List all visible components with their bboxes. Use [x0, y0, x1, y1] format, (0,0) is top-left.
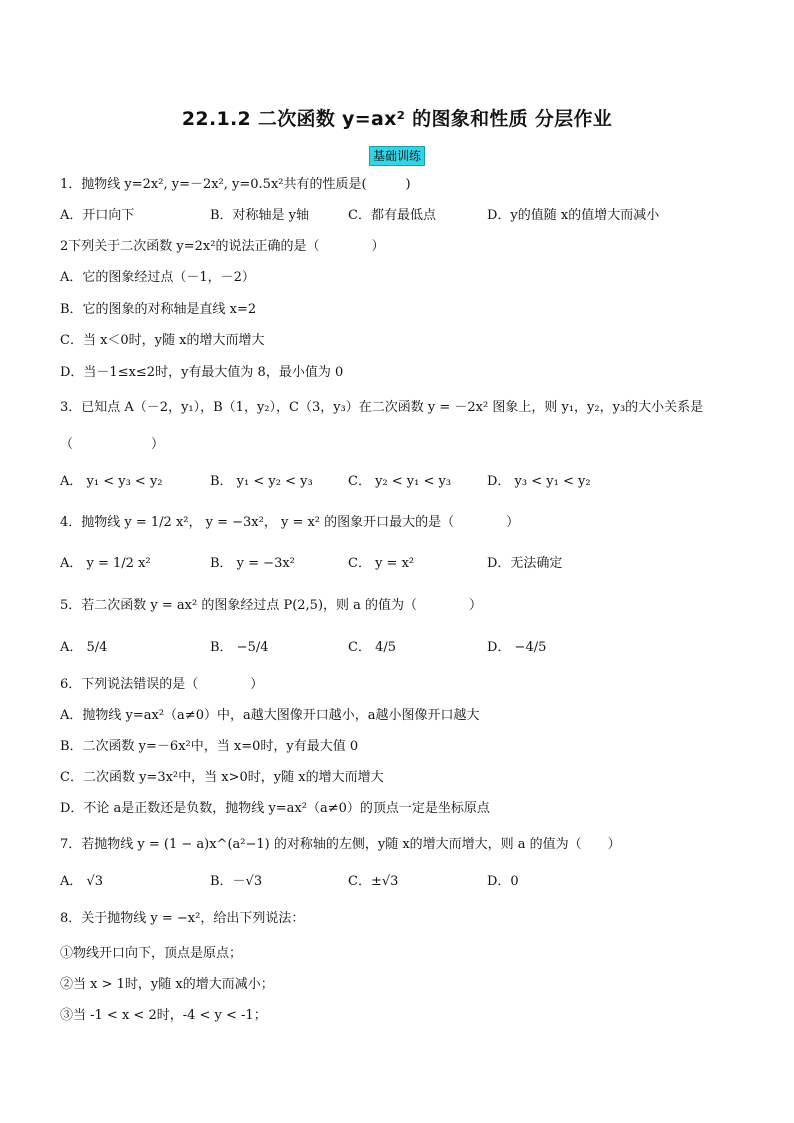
question-8-statement-2: ②当 x > 1时，y随 x的增大而减小；: [60, 977, 274, 992]
page-title: 22.1.2 二次函数 y=ax² 的图象和性质 分层作业: [181, 108, 613, 130]
question-1-option-c: C．都有最低点: [348, 208, 436, 223]
question-8-statement-1: ①物线开口向下，顶点是原点；: [60, 946, 243, 961]
question-6-option-a: A．抛物线 y=ax²（a≠0）中，a越大图像开口越小，a越小图像开口越大: [60, 708, 480, 723]
question-3-option-c: C． y₂ < y₁ < y₃: [348, 474, 452, 489]
question-4-option-b: B． y = −3x²: [210, 556, 295, 571]
question-7-option-a: A． √3: [60, 874, 104, 889]
question-3-option-b: B． y₁ < y₂ < y₃: [210, 474, 313, 489]
question-5-option-c: C． 4/5: [348, 640, 397, 655]
question-1-stem: 1．抛物线 y=2x², y=－2x², y=0.5x²共有的性质是( ): [60, 177, 411, 192]
question-7-stem: 7．若抛物线 y = (1 − a)x^(a²−1) 的对称轴的左侧，y随 x的增大而增大，则 a 的值为（ ）: [60, 837, 621, 852]
question-5-option-b: B． −5/4: [210, 640, 269, 655]
question-4-option-d: D．无法确定: [487, 556, 563, 571]
question-2-option-a: A．它的图象经过点（－1，－2）: [60, 270, 255, 285]
question-3-stem: 3．已知点 A（－2，y₁），B（1，y₂），C（3，y₃）在二次函数 y = －2x² 图象上，则 y₁，y₂，y₃的大小关系是: [60, 400, 704, 415]
question-5-option-a: A． 5/4: [60, 640, 108, 655]
question-7-option-d: D．0: [487, 874, 519, 889]
question-5-stem: 5．若二次函数 y = ax² 的图象经过点 P(2,5)，则 a 的值为（ ）: [60, 598, 483, 613]
question-8-stem: 8．关于抛物线 y = −x²，给出下列说法：: [60, 911, 305, 926]
question-2-option-b: B．它的图象的对称轴是直线 x=2: [60, 302, 257, 317]
question-2-stem: 2下列关于二次函数 y=2x²的说法正确的是（ ）: [60, 239, 385, 254]
question-3-option-d: D． y₃ < y₁ < y₂: [487, 474, 591, 489]
question-2-option-c: C．当 x＜0时，y随 x的增大而增大: [60, 333, 265, 348]
question-6-option-d: D．不论 a是正数还是负数，抛物线 y=ax²（a≠0）的顶点一定是坐标原点: [60, 801, 490, 816]
question-2-option-d: D．当－1≤x≤2时，y有最大值为 8，最小值为 0: [60, 365, 344, 380]
question-4-stem: 4．抛物线 y = 1/2 x²， y = −3x²， y = x² 的图象开口最大的是（ ）: [60, 515, 520, 530]
question-4-option-c: C． y = x²: [348, 556, 415, 571]
question-6-stem: 6．下列说法错误的是（ ）: [60, 677, 264, 692]
question-4-option-a: A． y = 1/2 x²: [60, 556, 151, 571]
section-badge: 基础训练: [369, 146, 425, 166]
question-5-option-d: D． −4/5: [487, 640, 547, 655]
question-6-option-b: B．二次函数 y=－6x²中，当 x=0时，y有最大值 0: [60, 739, 359, 754]
question-1-option-a: A．开口向下: [60, 208, 135, 223]
question-8-statement-3: ③当 -1 < x < 2时，-4 < y < -1；: [60, 1008, 267, 1023]
question-7-option-b: B．－√3: [210, 874, 263, 889]
question-3-answer-paren: （ ）: [60, 437, 165, 452]
question-1-option-b: B．对称轴是 y轴: [210, 208, 310, 223]
question-1-option-d: D．y的值随 x的值增大而减小: [487, 208, 660, 223]
question-7-option-c: C．±√3: [348, 874, 399, 889]
question-6-option-c: C．二次函数 y=3x²中，当 x>0时，y随 x的增大而增大: [60, 770, 384, 785]
question-3-option-a: A． y₁ < y₃ < y₂: [60, 474, 163, 489]
